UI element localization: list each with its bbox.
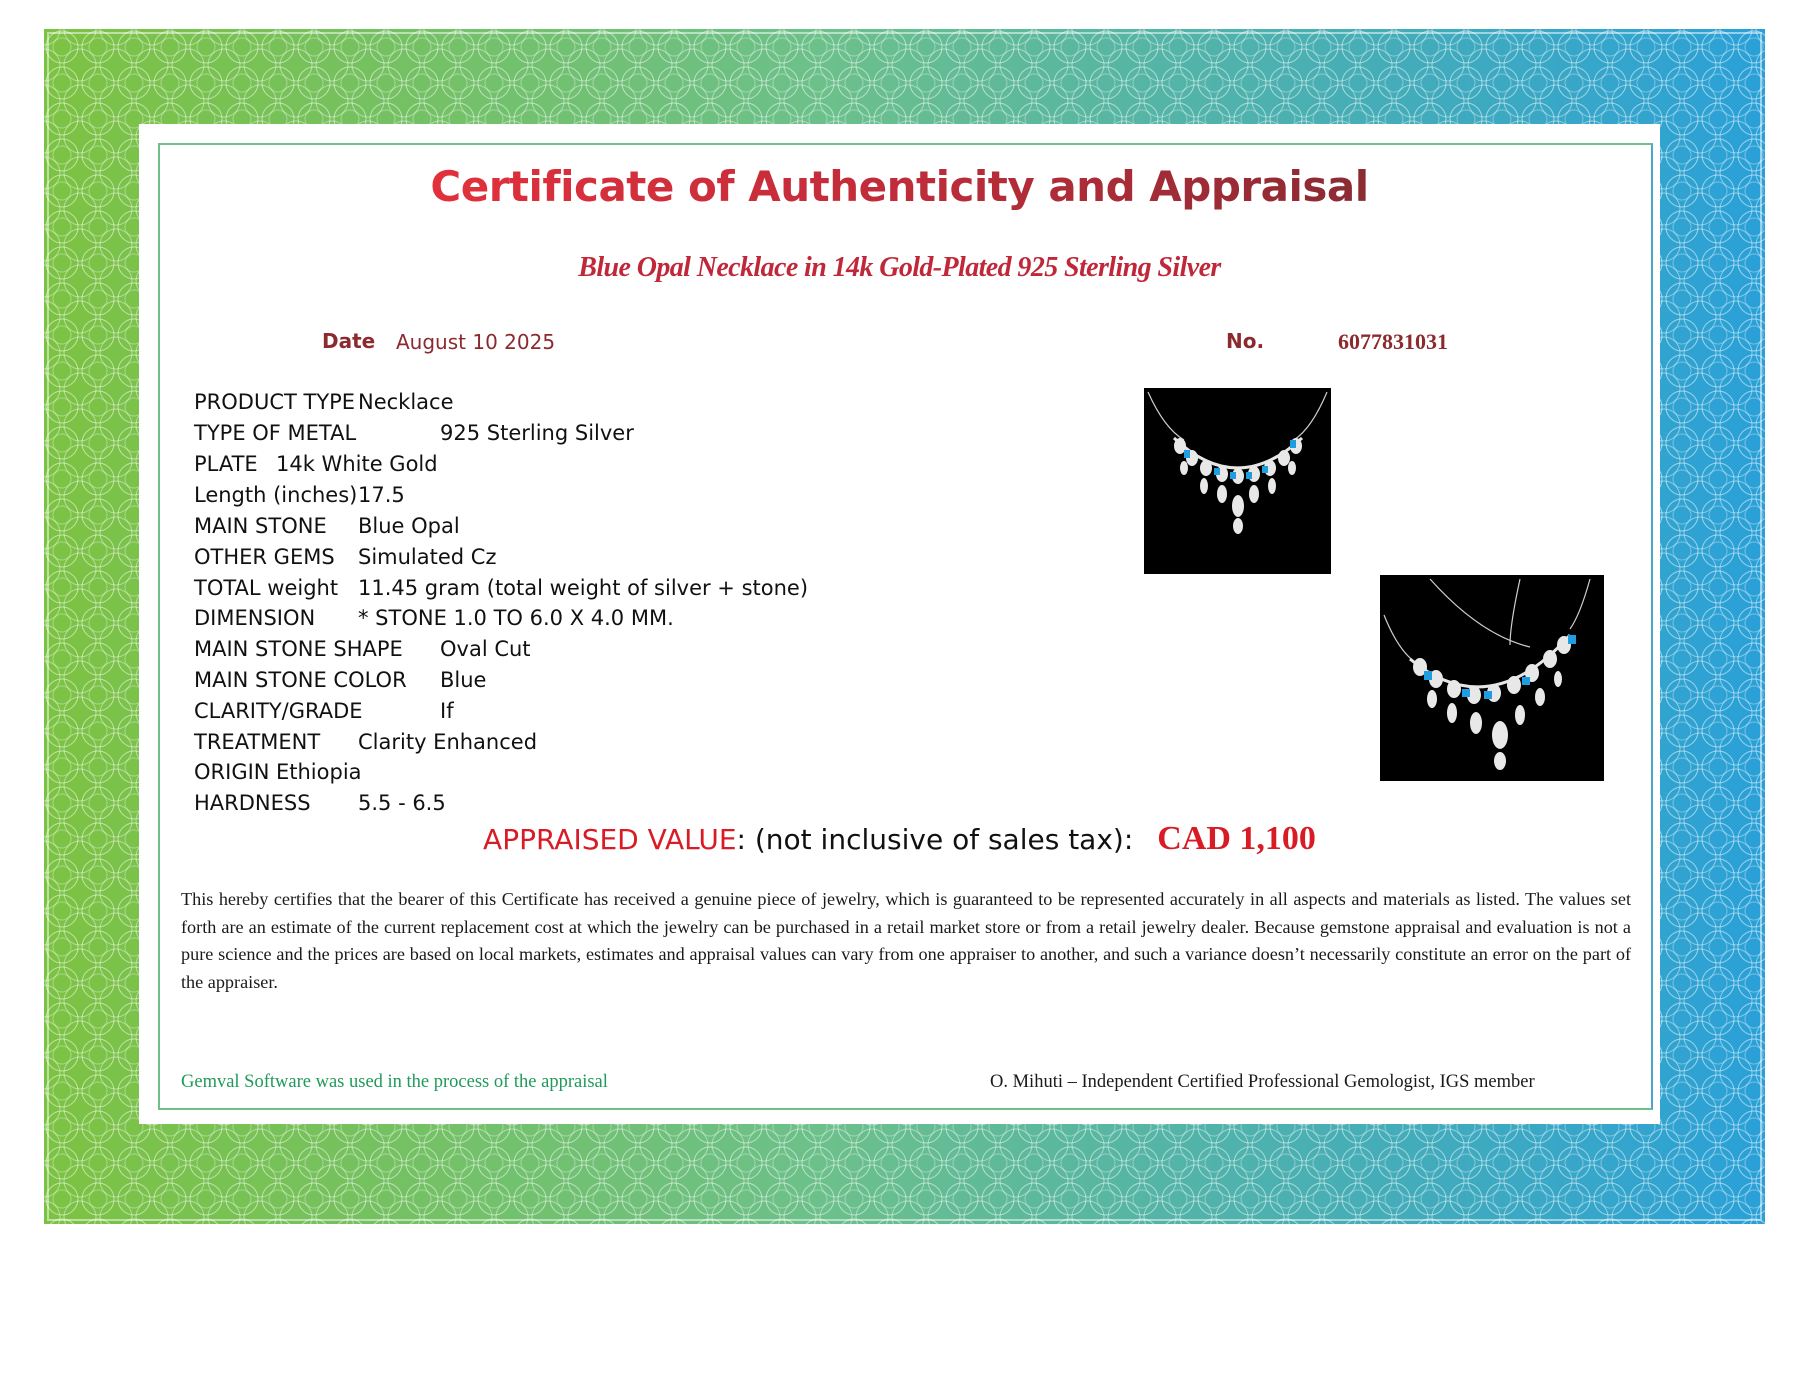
spec-key: Length (inches)	[194, 483, 358, 507]
gemologist-signature-line: O. Mihuti – Independent Certified Professional Gemologist, IGS member	[990, 1072, 1535, 1092]
spec-key: MAIN STONE SHAPE	[194, 637, 403, 661]
spec-key: TREATMENT	[194, 730, 321, 754]
spec-value: If	[440, 699, 454, 723]
spec-value: Blue	[440, 668, 487, 692]
spec-key: ORIGIN	[194, 760, 270, 784]
date-value: August 10 2025	[396, 330, 556, 354]
spec-value: Oval Cut	[440, 637, 531, 661]
spec-value: Blue Opal	[358, 514, 460, 538]
certificate-number-value: 6077831031	[1338, 329, 1448, 354]
spec-value: 14k White Gold	[276, 452, 438, 476]
spec-value: Simulated Cz	[358, 545, 497, 569]
spec-key: MAIN STONE COLOR	[194, 668, 407, 692]
spec-value: 17.5	[358, 483, 405, 507]
appraised-value-label: APPRAISED VALUE	[483, 823, 737, 856]
spec-value: 11.45 gram (total weight of silver + stone)	[358, 576, 809, 600]
spec-key: HARDNESS	[194, 791, 311, 815]
spec-value: Ethiopia	[276, 760, 362, 784]
appraised-value-line	[0, 820, 1799, 858]
appraised-value-amount: CAD 1,100	[1157, 820, 1316, 857]
spec-key: PRODUCT TYPE	[194, 390, 356, 414]
software-note: Gemval Software was used in the process of the appraisal	[181, 1072, 608, 1092]
spec-value: * STONE 1.0 TO 6.0 X 4.0 MM.	[358, 606, 674, 630]
spec-key: TOTAL weight	[194, 576, 339, 600]
necklace-photo-angle	[1380, 575, 1604, 781]
certificate-title: Certificate of Authenticity and Appraisal	[430, 162, 1369, 211]
spec-key: CLARITY/GRADE	[194, 699, 363, 723]
certificate-number-label: No.	[1226, 329, 1265, 353]
spec-value: Necklace	[358, 390, 454, 414]
spec-value: Clarity Enhanced	[358, 730, 538, 754]
certificate-subtitle: Blue Opal Necklace in 14k Gold-Plated 925 Sterling Silver	[578, 252, 1221, 283]
spec-key: TYPE OF METAL	[194, 421, 357, 445]
spec-key: DIMENSION	[194, 606, 316, 630]
spec-value: 925 Sterling Silver	[440, 421, 634, 445]
date-label: Date	[322, 329, 376, 353]
certification-statement: This hereby certifies that the bearer of this Certificate has received a genuine piece of jewelry, which is guaranteed to be represented accurately in all aspects and materials as listed. The values set forth are an estimate of the current replacement cost at which the jewelry can be purchased in a retail market store or from a retail jewelry dealer. Because gemstone appraisal and evaluation is not a pure science and the prices are based on local markets, estimates and appraisal values can vary from one appraiser to another, and such a variance doesn’t necessarily constitute an error on the part of the appraiser.	[181, 889, 1631, 992]
spec-key: OTHER GEMS	[194, 545, 335, 569]
necklace-photo-front	[1144, 388, 1331, 574]
spec-key: PLATE	[194, 452, 258, 476]
spec-key: MAIN STONE	[194, 514, 327, 538]
spec-value: 5.5 - 6.5	[358, 791, 446, 815]
appraised-value-note: : (not inclusive of sales tax):	[736, 823, 1134, 856]
